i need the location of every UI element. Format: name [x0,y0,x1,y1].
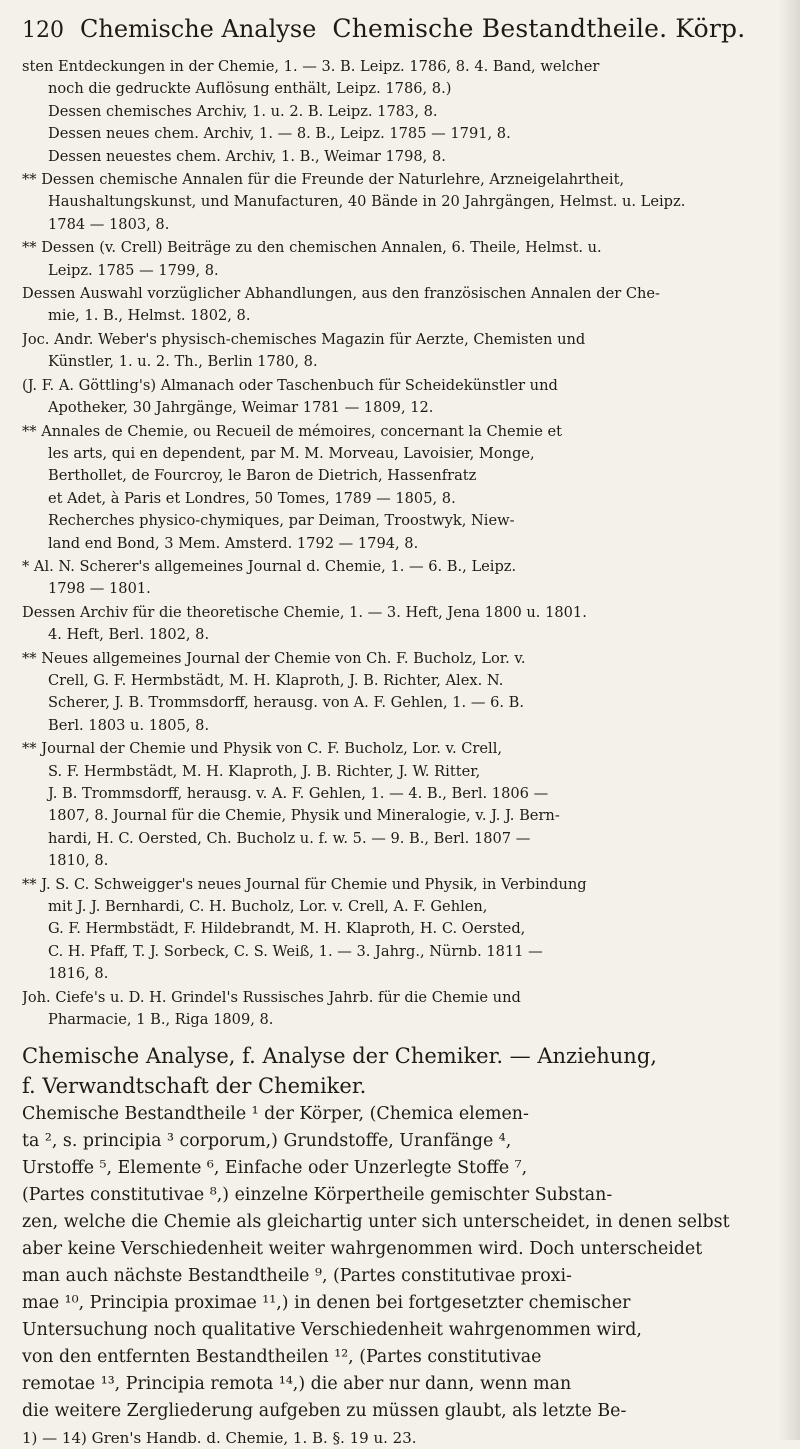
running-head-left: Chemische Analyse [80,15,317,43]
bibliography-line: Scherer, J. B. Trommsdorff, herausg. von A. F. Gehlen, 1. — 6. B. [48,694,524,712]
bibliography-line: mit J. J. Bernhardi, C. H. Bucholz, Lor. v. Crell, A. F. Gehlen, [48,898,488,916]
page-header [22,14,756,46]
bibliography-line: G. F. Hermbstädt, F. Hildebrandt, M. H. Klaproth, H. C. Oersted, [48,920,526,938]
bibliography-line: ** J. S. C. Schweigger's neues Journal für Chemie und Physik, in Verbindung [22,875,587,893]
bibliography-line: Apotheker, 30 Jahrgänge, Weimar 1781 — 1809, 12. [48,399,434,417]
bibliography-line: ** Dessen (v. Crell) Beiträge zu den chemischen Annalen, 6. Theile, Helmst. u. [22,239,602,257]
bibliography-entry [22,648,756,738]
bibliography-entry [22,874,756,986]
bibliography-line: Haushaltungskunst, und Manufacturen, 40 Bände in 20 Jahrgängen, Helmst. u. Leipz. [48,193,686,211]
running-head-right: Chemische Bestandtheile. Körp. [332,14,746,43]
bibliography-line: Dessen neues chem. Archiv, 1. — 8. B., Leipz. 1785 — 1791, 8. [48,125,511,143]
bibliography-line: (J. F. A. Göttling's) Almanach oder Taschenbuch für Scheidekünstler und [22,376,558,394]
bibliography-line: 4. Heft, Berl. 1802, 8. [48,626,210,644]
binding-gutter-shadow [778,0,800,1440]
entry-body-line: von den entfernten Bestandtheilen ¹², (Partes constitutivae [22,1347,542,1368]
bibliography-line: land end Bond, 3 Mem. Amsterd. 1792 — 1794, 8. [48,534,419,552]
entry-body-line: mae ¹⁰, Principia proximae ¹¹,) in denen bei fortgesetzter chemischer [22,1293,631,1314]
bibliography-entry [22,283,756,328]
bibliography-line: Joc. Andr. Weber's physisch-chemisches Magazin für Aerzte, Chemisten und [22,330,586,348]
cross-reference-line: Chemische Analyse, f. Analyse der Chemiker. — Anziehung, [22,1044,657,1069]
bibliography-line: 1807, 8. Journal für die Chemie, Physik und Mineralogie, v. J. J. Bern- [48,807,560,825]
entry-body-line: aber keine Verschiedenheit weiter wahrgenommen wird. Doch unterscheidet [22,1239,703,1260]
bibliography-line: Joh. Ciefe's u. D. H. Grindel's Russisches Jahrb. für die Chemie und [22,988,521,1006]
bibliography-line: Recherches physico-chymiques, par Deiman, Troostwyk, Niew- [48,512,515,530]
bibliography-line: 1784 — 1803, 8. [48,215,170,233]
bibliography-line: Dessen Auswahl vorzüglicher Abhandlungen, aus den französischen Annalen der Che- [22,285,660,303]
entry-body-line: Chemische Bestandtheile ¹ der Körper, (Chemica elemen- [22,1104,529,1125]
bibliography-list [22,56,756,1031]
bibliography-line: J. B. Trommsdorff, herausg. v. A. F. Gehlen, 1. — 4. B., Berl. 1806 — [48,785,549,802]
entry-body-line: Urstoffe ⁵, Elemente ⁶, Einfache oder Unzerlegte Stoffe ⁷, [22,1158,528,1179]
bibliography-line: * Al. N. Scherer's allgemeines Journal d. Chemie, 1. — 6. B., Leipz. [22,557,517,575]
bibliography-entry [22,375,756,420]
bibliography-line: 1810, 8. [48,852,109,870]
entry-body-line: zen, welche die Chemie als gleichartig unter sich unterscheidet, in denen selbst [22,1212,730,1233]
bibliography-line: ** Neues allgemeines Journal der Chemie von Ch. F. Bucholz, Lor. v. [22,649,526,667]
bibliography-line: Künstler, 1. u. 2. Th., Berlin 1780, 8. [48,353,318,371]
bibliography-line: hardi, H. C. Oersted, Ch. Bucholz u. f. w. 5. — 9. B., Berl. 1807 — [48,829,531,847]
cross-reference-line: f. Verwandtschaft der Chemiker. [22,1074,367,1099]
entry-body-line: remotae ¹³, Principia remota ¹⁴,) die aber nur dann, wenn man [22,1374,572,1395]
bibliography-line: Berthollet, de Fourcroy, le Baron de Dietrich, Hassenfratz [48,467,477,485]
bibliography-line: Leipz. 1785 — 1799, 8. [48,261,219,279]
entry-body-line: ta ², s. principia ³ corporum,) Grundstoffe, Uranfänge ⁴, [22,1131,512,1152]
page-number: 120 [22,18,64,43]
entry-body-line: (Partes constitutivae ⁸,) einzelne Körpertheile gemischter Substan- [22,1185,613,1206]
bibliography-entry [22,237,756,282]
bibliography-line: ** Dessen chemische Annalen für die Freunde der Naturlehre, Arzneigelahrtheit, [22,171,625,189]
bibliography-line: Berl. 1803 u. 1805, 8. [48,716,210,734]
bibliography-line: 1816, 8. [48,965,109,983]
bibliography-line: ** Annales de Chemie, ou Recueil de mémoires, concernant la Chemie et [22,422,562,440]
bibliography-line: Dessen chemisches Archiv, 1. u. 2. B. Leipz. 1783, 8. [48,102,438,120]
footnote: 1) — 14) Gren's Handb. d. Chemie, 1. B. §. 19 u. 23. [22,1429,417,1448]
bibliography-entry [22,329,756,374]
entry-body-line: die weitere Zergliederung aufgeben zu müssen glaubt, als letzte Be- [22,1401,627,1422]
bibliography-line: Dessen neuestes chem. Archiv, 1. B., Weimar 1798, 8. [48,147,446,165]
bibliography-line: ** Journal der Chemie und Physik von C. F. Bucholz, Lor. v. Crell, [22,740,503,758]
bibliography-line: sten Entdeckungen in der Chemie, 1. — 3. B. Leipz. 1786, 8. 4. Band, welcher [22,58,600,75]
bibliography-line: Pharmacie, 1 B., Riga 1809, 8. [48,1011,274,1029]
bibliography-entry [22,169,756,236]
bibliography-line: noch die gedruckte Auflösung enthält, Leipz. 1786, 8.) [48,80,452,98]
bibliography-entry [22,421,756,555]
bibliography-entry [22,56,756,168]
entry-body-line: man auch nächste Bestandtheile ⁹, (Partes constitutivae proxi- [22,1266,572,1287]
bibliography-line: C. H. Pfaff, T. J. Sorbeck, C. S. Weiß, 1. — 3. Jahrg., Nürnb. 1811 — [48,942,543,960]
main-entry-text [22,1041,756,1425]
bibliography-line: mie, 1. B., Helmst. 1802, 8. [48,307,251,325]
bibliography-line: Dessen Archiv für die theoretische Chemie, 1. — 3. Heft, Jena 1800 u. 1801. [22,603,587,621]
bibliography-line: les arts, qui en dependent, par M. M. Morveau, Lavoisier, Monge, [48,444,535,462]
bibliography-entry [22,987,756,1032]
bibliography-line: Crell, G. F. Hermbstädt, M. H. Klaproth, J. B. Richter, Alex. N. [48,671,504,689]
entry-body-line: Untersuchung noch qualitative Verschiedenheit wahrgenommen wird, [22,1320,642,1341]
bibliography-entry [22,556,756,601]
bibliography-line: 1798 — 1801. [48,580,151,598]
bibliography-entry [22,738,756,872]
bibliography-entry [22,602,756,647]
bibliography-line: S. F. Hermbstädt, M. H. Klaproth, J. B. Richter, J. W. Ritter, [48,762,481,780]
bibliography-line: et Adet, à Paris et Londres, 50 Tomes, 1789 — 1805, 8. [48,489,456,507]
